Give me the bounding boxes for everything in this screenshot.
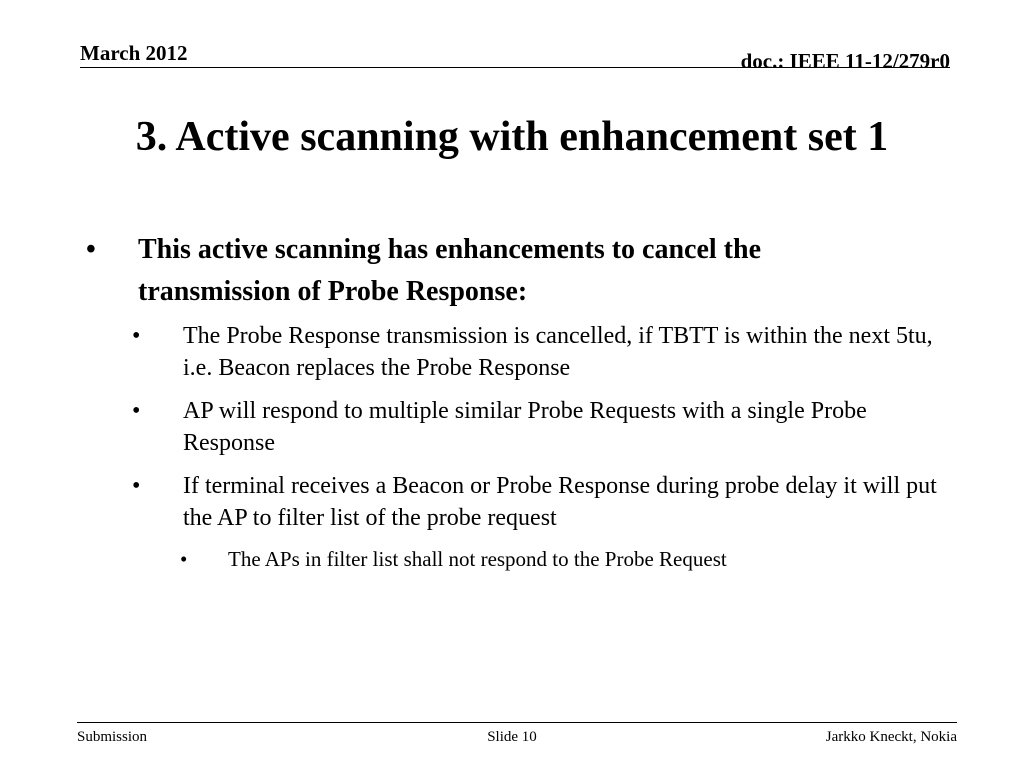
bullet-level2-item <box>132 320 943 384</box>
header-date: March 2012 <box>80 41 188 65</box>
bullet-level1-item <box>86 229 918 313</box>
bullet-icon: • <box>132 323 141 349</box>
bullet-icon: • <box>86 234 96 265</box>
document-id: doc.: IEEE 11-12/279r0 <box>740 49 950 73</box>
bullet-level2-item <box>132 395 943 459</box>
bullet-icon: • <box>132 473 141 499</box>
footer-author: Jarkko Kneckt, Nokia <box>825 729 957 745</box>
header-divider <box>80 67 950 68</box>
slide-title: 3. Active scanning with enhancement set 1 <box>135 114 889 160</box>
bullet-level3-item <box>180 544 948 574</box>
footer-submission: Submission <box>77 729 148 745</box>
footer-divider <box>77 722 957 723</box>
bullet-text: If terminal receives a Beacon or Probe Response during probe delay it will put the AP to filter list of the probe request <box>183 473 937 531</box>
bullet-text: The APs in filter list shall not respond to the Probe Request <box>228 547 727 571</box>
bullet-icon: • <box>180 547 188 571</box>
slide-number: Slide 10 <box>487 729 537 745</box>
bullet-text: This active scanning has enhancements to cancel the transmission of Probe Response: <box>138 234 761 307</box>
bullet-text: AP will respond to multiple similar Probe Requests with a single Probe Response <box>183 398 867 456</box>
bullet-icon: • <box>132 398 141 424</box>
bullet-level2-item <box>132 470 943 534</box>
bullet-text: The Probe Response transmission is cancelled, if TBTT is within the next 5tu, i.e. Beacon replaces the Probe Response <box>183 323 933 381</box>
